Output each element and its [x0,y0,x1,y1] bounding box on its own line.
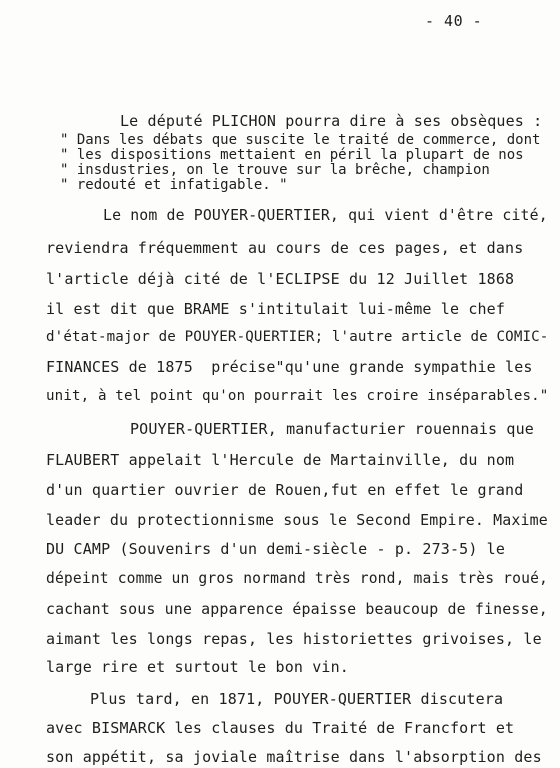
intro-line: Le député PLICHON pourra dire à ses obsèques : [120,112,543,130]
paragraph-line: Le nom de POUYER-QUERTIER, qui vient d'être cité, [103,207,548,224]
paragraph-line: FLAUBERT appelait l'Hercule de Martainville, du nom [46,451,515,469]
paragraph-line: unit, à tel point qu'on pourrait les croire inséparables." [46,388,549,404]
paragraph-line: d'état-major de POUYER-QUERTIER; l'autre article de COMIC- [46,329,549,345]
quote-line: " insdustries, on le trouve sur la brêche, champion [60,162,490,178]
paragraph-line: FINANCES de 1875 précise"qu'une grande sympathie les [46,358,533,376]
quote-line: " les dispositions mettaient en péril la plupart de nos [60,147,524,163]
paragraph-line: cachant sous une apparence épaisse beaucoup de finesse, [46,600,548,618]
paragraph-line: large rire et surtout le bon vin. [46,658,349,676]
paragraph-line: reviendra fréquemment au cours de ces pages, et dans [46,239,524,257]
paragraph-line: POUYER-QUERTIER, manufacturier rouennais que [130,420,534,438]
paragraph-line: l'article déjà cité de l'ECLIPSE du 12 Juillet 1868 [46,270,515,288]
paragraph-line: DU CAMP (Souvenirs d'un demi-siècle - p. 273-5) le [46,540,506,558]
paragraph-line: d'un quartier ouvrier de Rouen,fut en effet le grand [46,481,524,499]
paragraph-line: aimant les longs repas, les historiettes grivoises, le [46,630,542,648]
paragraph-line: Plus tard, en 1871, POUYER-QUERTIER discutera [90,690,504,708]
quote-line: " Dans les débats que suscite le traité de commerce, dont [60,132,541,148]
paragraph-line: son appétit, sa joviale maîtrise dans l'absorption des [46,748,542,766]
paragraph-line: avec BISMARCK les clauses du Traité de Francfort et [46,719,515,737]
paragraph-line: leader du protectionnisme sous le Second Empire. Maxime [46,511,548,529]
page-number: - 40 - [425,12,483,30]
paragraph-line: il est dit que BRAME s'intitulait lui-même le chef [46,300,506,318]
quote-line: " redouté et infatigable. " [60,177,288,193]
paragraph-line: dépeint comme un gros normand très rond, mais très roué, [46,570,549,587]
